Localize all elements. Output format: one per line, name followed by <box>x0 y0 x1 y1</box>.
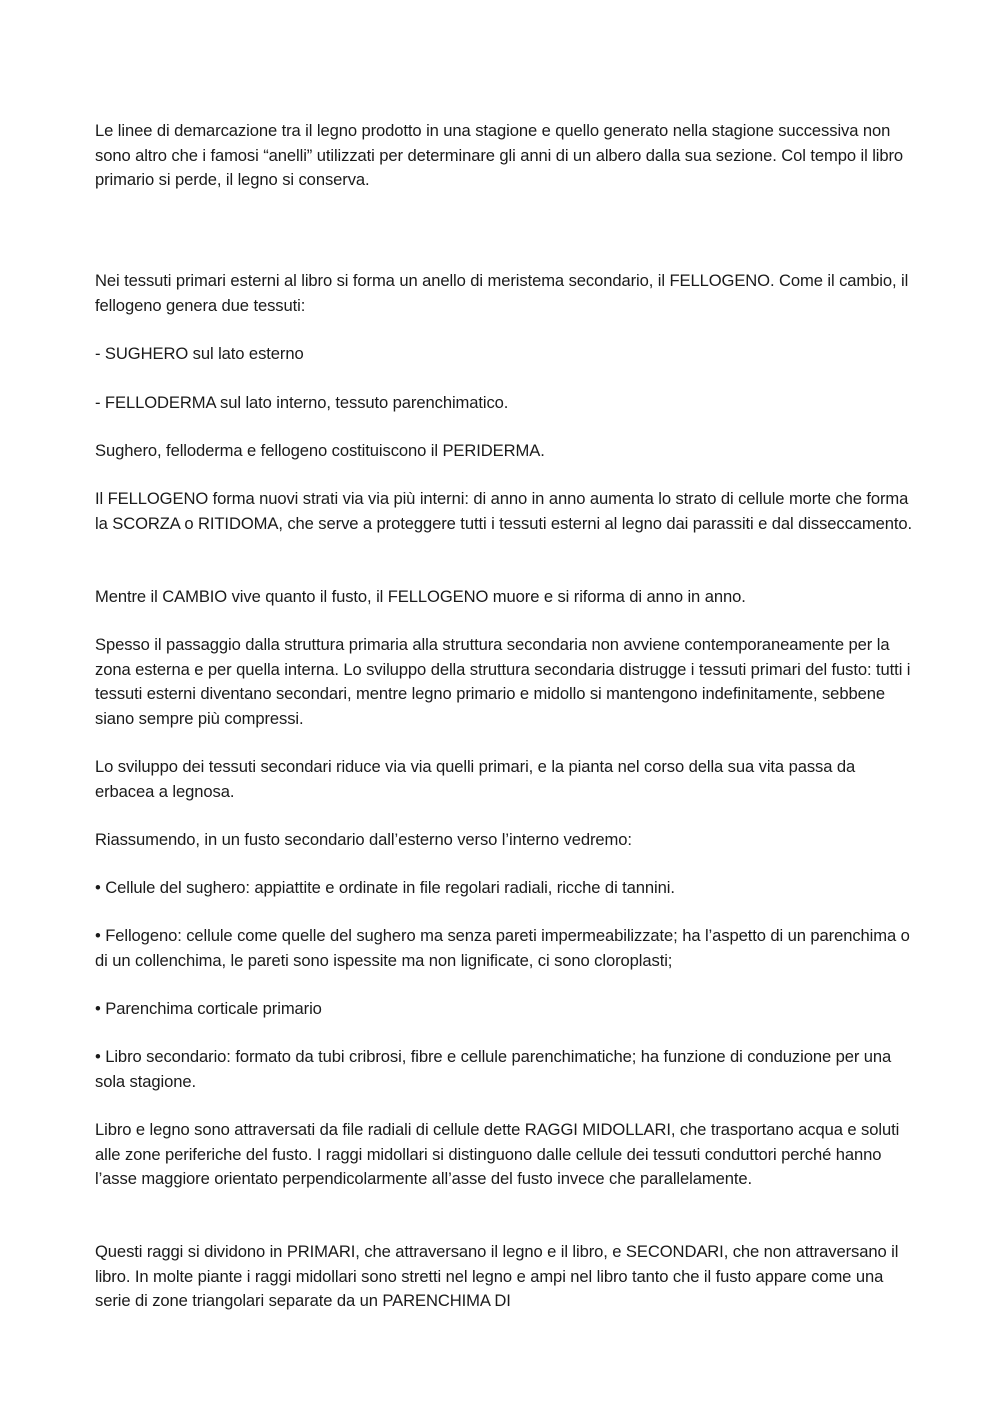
list-item-felloderma: - FELLODERMA sul lato interno, tessuto parenchimatico. <box>95 393 509 412</box>
paragraph-raggi-primari-secondari: Questi raggi si dividono in PRIMARI, che attraversano il legno e il libro, e SECONDARI, che non attraversano il libro. In molte piante i raggi midollari sono stretti nel legno e ampi nel libro tanto che il fusto appare come una serie di zone triangolari separate da un PARENCHIMA DI <box>95 1242 899 1310</box>
paragraph-periderma: Sughero, felloderma e fellogeno costituiscono il PERIDERMA. <box>95 441 545 460</box>
paragraph-cambio: Mentre il CAMBIO vive quanto il fusto, il FELLOGENO muore e si riforma di anno in anno. <box>95 587 746 606</box>
paragraph-anelli: Le linee di demarcazione tra il legno prodotto in una stagione e quello generato nella stagione successiva non sono altro che i famosi “anelli” utilizzati per determinare gli anni di un albero dalla sua sezione. Col tempo il libro primario si perde, il legno si conserva. <box>95 121 904 189</box>
bullet-libro-secondario: • Libro secondario: formato da tubi cribrosi, fibre e cellule parenchimatiche; ha funzione di conduzione per una sola stagione. <box>95 1047 892 1091</box>
bullet-fellogeno: • Fellogeno: cellule come quelle del sughero ma senza pareti impermeabilizzate; ha l’aspetto di un parenchima o di un collenchima, le pareti sono ispessite ma non lignificate, ci sono cloroplasti; <box>95 926 910 970</box>
paragraph-raggi-midollari: Libro e legno sono attraversati da file radiali di cellule dette RAGGI MIDOLLARI, che trasportano acqua e soluti alle zone periferiche del fusto. I raggi midollari si distinguono dalle cellule dei tessuti conduttori perché hanno l’asse maggiore orientato perpendicolarmente all’asse del fusto invece che parallelamente. <box>95 1120 900 1188</box>
paragraph-ritidoma: Il FELLOGENO forma nuovi strati via via più interni: di anno in anno aumenta lo strato di cellule morte che forma la SCORZA o RITIDOMA, che serve a proteggere tutti i tessuti esterni al legno dai parassiti e dal disseccamento. <box>95 489 913 533</box>
bullet-cellule-sughero: • Cellule del sughero: appiattite e ordinate in file regolari radiali, ricche di tannini. <box>95 878 675 897</box>
paragraph-riassumendo: Riassumendo, in un fusto secondario dall’esterno verso l’interno vedremo: <box>95 830 632 849</box>
bullet-parenchima-corticale: • Parenchima corticale primario <box>95 999 322 1018</box>
paragraph-struttura-secondaria: Spesso il passaggio dalla struttura primaria alla struttura secondaria non avviene contemporaneamente per la zona esterna e per quella interna. Lo sviluppo della struttura secondaria distrugge i tessuti primari del fusto: tutti i tessuti esterni diventano secondari, mentre legno primario e midollo si mantengono indefinitamente, sebbene siano sempre più compressi. <box>95 635 911 728</box>
paragraph-fellogeno-intro: Nei tessuti primari esterni al libro si forma un anello di meristema secondario, il FELLOGENO. Come il cambio, il fellogeno genera due tessuti: <box>95 271 909 315</box>
paragraph-sviluppo: Lo sviluppo dei tessuti secondari riduce via via quelli primari, e la pianta nel corso della sua vita passa da erbacea a legnosa. <box>95 757 856 801</box>
list-item-sughero: - SUGHERO sul lato esterno <box>95 344 304 363</box>
